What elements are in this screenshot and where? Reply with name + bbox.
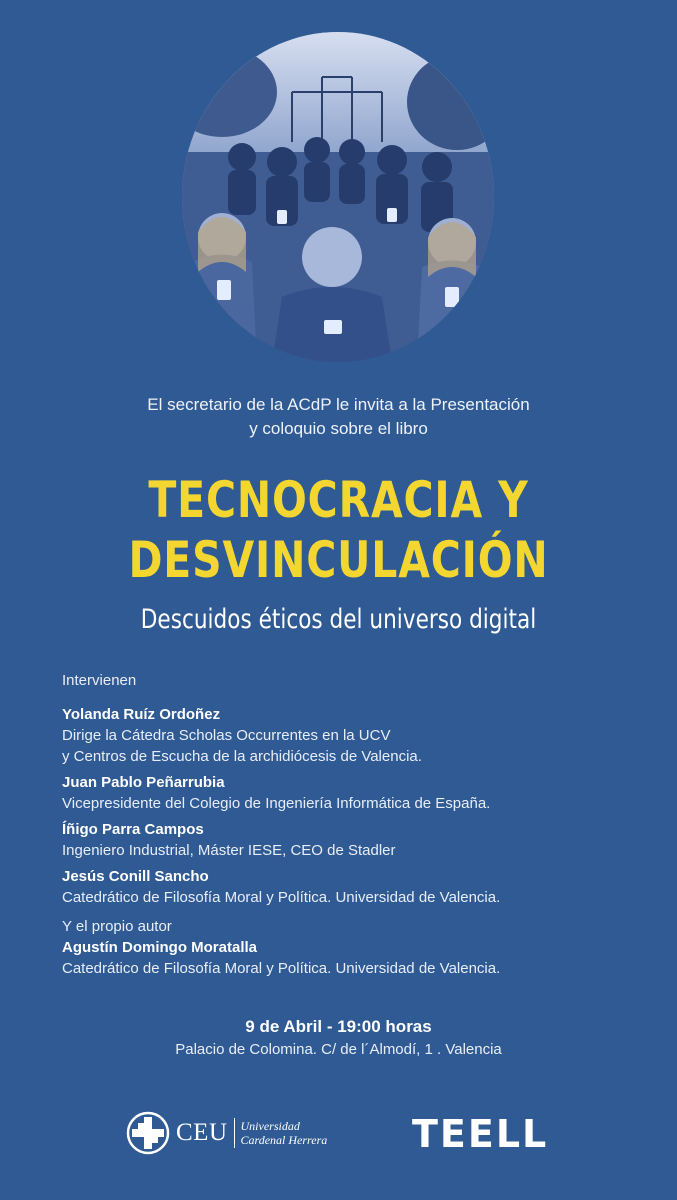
ceu-university-name — [241, 1119, 328, 1147]
ceu-uni-line-1: Universidad — [240, 1119, 300, 1133]
event-place: Palacio de Colomina. C/ de l´Almodí, 1 . Valencia — [175, 1041, 502, 1058]
speaker-name: Juan Pablo Peñarrubia — [62, 774, 225, 791]
invitation-text — [0, 393, 677, 441]
invitation-line-2: y coloquio sobre el libro — [249, 419, 428, 438]
author-name: Agustín Domingo Moratalla — [62, 939, 257, 956]
book-subtitle: Descuidos éticos del universo digital — [140, 604, 537, 635]
book-title-line-2: DESVINCULACIÓN — [128, 531, 549, 589]
speaker-role: y Centros de Escucha de la archidiócesis de Valencia. — [62, 748, 422, 765]
invitation-line-1: El secretario de la ACdP le invita a la Presentación — [147, 395, 530, 414]
speaker-role: Ingeniero Industrial, Máster IESE, CEO de Stadler — [62, 842, 396, 859]
event-date-time: 9 de Abril - 19:00 horas — [245, 1017, 432, 1036]
speaker-role: Dirige la Cátedra Scholas Occurrentes en la UCV — [62, 727, 391, 744]
book-title — [61, 470, 616, 590]
cover-photo-children-with-phones — [182, 32, 494, 362]
ceu-uni-line-2: Cardenal Herrera — [240, 1133, 328, 1147]
teell-logo: TEELL — [412, 1112, 549, 1156]
speakers-section — [62, 670, 642, 979]
book-title-line-1: TECNOCRACIA Y — [148, 471, 529, 529]
ceu-logo — [126, 1111, 327, 1155]
author-lead: Y el propio autor — [62, 918, 172, 935]
illustration-kids-looking-at-phones — [182, 32, 494, 362]
speaker-name: Jesús Conill Sancho — [62, 868, 209, 885]
ceu-shield-icon — [126, 1111, 170, 1155]
speaker-name: Íñigo Parra Campos — [62, 821, 204, 838]
speaker-role: Vicepresidente del Colegio de Ingeniería Informática de España. — [62, 795, 491, 812]
speakers-heading: Intervienen — [62, 672, 137, 689]
ceu-logo-text: CEU — [176, 1119, 228, 1146]
event-details — [0, 1015, 677, 1061]
speaker-role: Catedrático de Filosofía Moral y Política. Universidad de Valencia. — [62, 889, 501, 906]
speaker-name: Yolanda Ruíz Ordoñez — [62, 706, 221, 723]
ceu-logo-divider — [234, 1118, 235, 1148]
author-role: Catedrático de Filosofía Moral y Política. Universidad de Valencia. — [62, 960, 501, 977]
